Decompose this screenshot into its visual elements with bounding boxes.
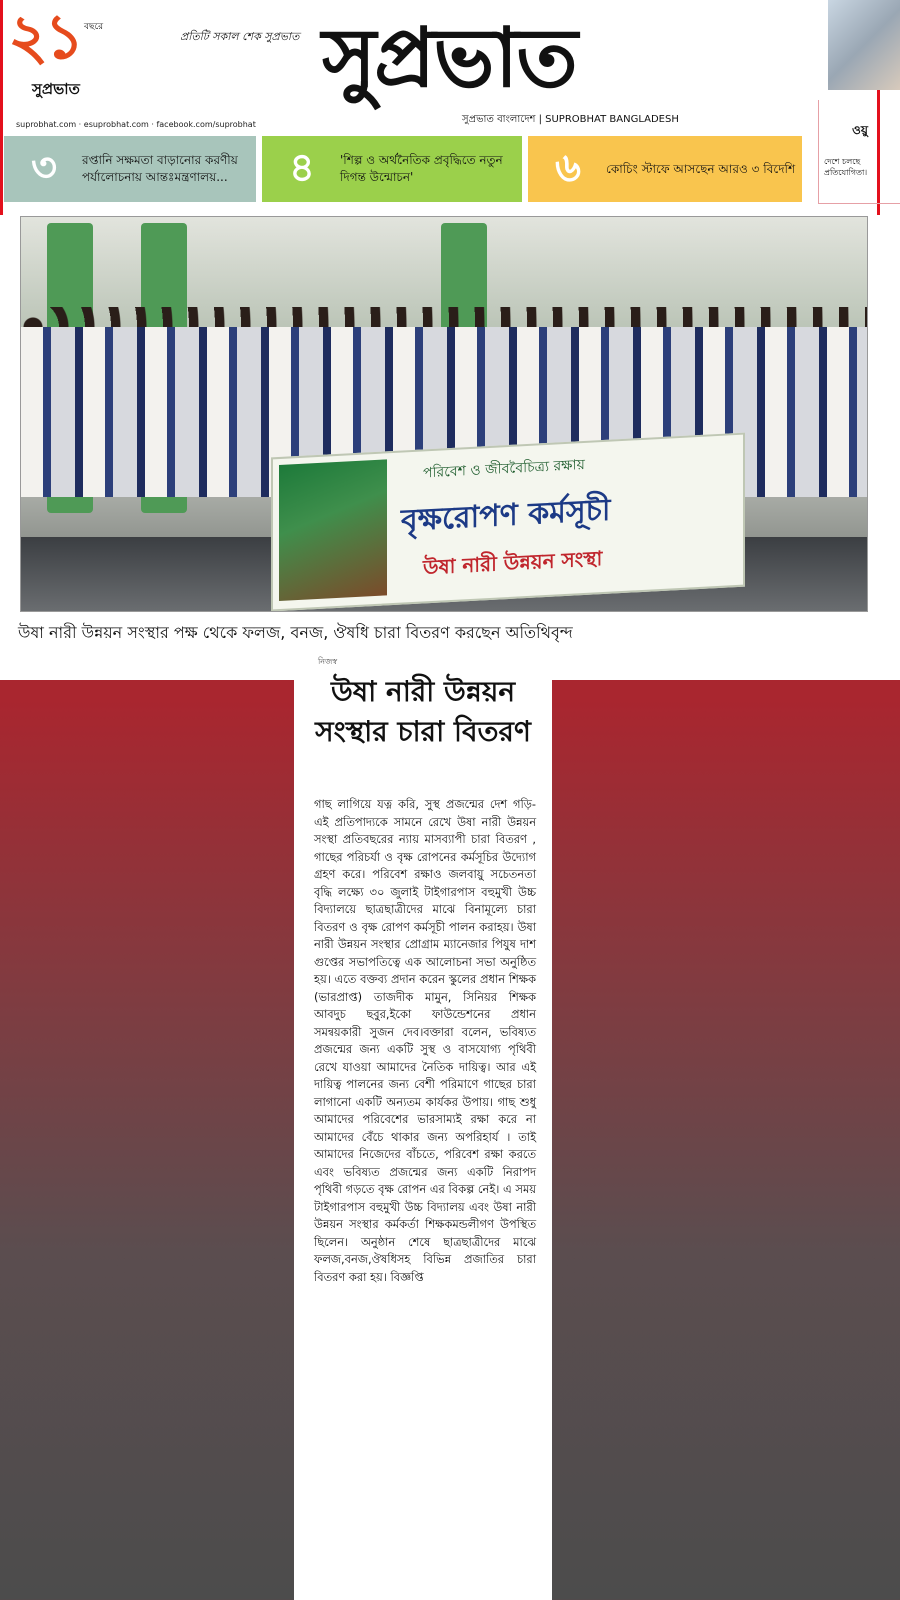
event-photo [20, 216, 868, 612]
banner-line-2: বৃক্ষরোপণ কর্মসূচী [401, 492, 611, 539]
teaser-text: রপ্তানি সক্ষমতা বাড়ানোর করণীয় পর্যালোচনায় আন্তঃমন্ত্রণালয়... [82, 153, 238, 184]
article-clipping [294, 656, 552, 1600]
masthead-title: সুপ্রভাত [322, 10, 576, 106]
photo-caption: উষা নারী উন্নয়ন সংস্থার পক্ষ থেকে ফলজ, বনজ, ঔষধি চারা বিতরণ করছেন অতিথিবৃন্দ [18, 623, 573, 642]
teaser-box [4, 136, 256, 202]
anniversary-badge: বছরে [84, 22, 104, 32]
teaser-text: 'শিল্প ও অর্থনৈতিক প্রবৃদ্ধিতে নতুন দিগন্ত উন্মোচন' [340, 153, 503, 184]
teaser-page-number: ৬ [554, 144, 581, 191]
teaser-page-number: ৩ [30, 144, 57, 191]
article-kicker: নিজস্ব [318, 657, 338, 666]
banner-line-3: উষা নারী উন্নয়ন সংস্থা [423, 546, 603, 580]
article-body: গাছ লাগিয়ে যত্ন করি, সুস্থ প্রজন্মের দেশ গড়ি- এই প্রতিপাদ্যকে সামনে রেখে উষা নারী উন্নয়ন সংস্থা প্রতিবছরের ন্যায় মাসব্যাপী চারা বিতরণ , গাছের পরিচর্যা ও বৃক্ষ রোপনের কর্মসূচির উদ্যোগ গ্রহণ করে। পরিবেশ রক্ষাও জলবায়ু সচেতনতা বৃদ্ধি লক্ষ্যে ৩০ জুলাই টাইগারপাস বহুমুখী উচ্চ বিদ্যালয়ে ছাত্রছাত্রীদের মাঝে বিনামূল্যে চারা বিতরণ ও বৃক্ষ রোপণ কর্মসূচী পালন করাহয়। উষা নারী উন্নয়ন সংস্থার প্রোগ্রাম ম্যানেজার পিযুষ দাশ গুপ্তের সভাপতিত্বে এক আলোচনা সভা অনুষ্ঠিত হয়। এতে বক্তব্য প্রদান করেন স্কুলের প্রধান শিক্ষক (ভারপ্রাপ্ত) তাজদীক মামুন, সিনিয়র শিক্ষক আবদুচ ছবুর,ইকো ফাউন্ডেশনের প্রধান সমন্বয়কারী সুজন দেব।বক্তারা বলেন, ভবিষ্যত প্রজন্মের জন্য একটি সুস্থ ও বাসযোগ্য পৃথিবী রেখে যাওয়া আমাদের নৈতিক দায়িত্ব। আর এই দায়িত্ব পালনের জন্য বেশী পরিমাণে গাছের চারা লাগানো একটি অন্যতম কার্যকর উপায়। গাছ শুধু আমাদের পরিবেশের ভারসাম্যই রক্ষা করে না আমাদের বেঁচে থাকার জন্য অপরিহার্য । তাই আমাদের নিজেদের বাঁচতে, পরিবেশ রক্ষা করতে এবং ভবিষ্যত প্রজন্মের জন্য একটি নিরাপদ পৃথিবী গড়তে বৃক্ষ রোপন এর বিকল্প নেই। এ সময় টাইগারপাস বহুমুখী উচ্চ বিদ্যালয় এবং উষা নারী উন্নয়ন সংস্থার কর্মকর্তা শিক্ষকমন্ডলীগণ উপস্থিত ছিলেন। অনুষ্ঠান শেষে ছাত্রছাত্রীদের মাঝে ফলজ,বনজ,ঔষধিসহ বিভিন্ন প্রজাতির চারা বিতরণ করা হয়। বিজ্ঞপ্তি [314, 797, 536, 1284]
masthead-subtitle: সুপ্রভাত বাংলাদেশ | SUPROBHAT BANGLADESH [462, 114, 679, 125]
side-story-image [828, 0, 900, 90]
side-story-title: ওয়ু [852, 123, 868, 137]
side-story-text: দেশে চলছে প্রতিযোগিতা। [824, 157, 868, 177]
page-border-left [0, 0, 3, 215]
tagline: প্রতিটি সকাল শেক সুপ্রভাত [180, 30, 300, 43]
teaser-page-number: ৪ [289, 144, 315, 191]
banner-line-1: পরিবেশ ও জীববৈচিত্র্য রক্ষায় [423, 456, 585, 482]
anniversary-logo [8, 0, 81, 73]
teaser-box [528, 136, 802, 202]
event-banner [271, 433, 745, 612]
article-headline: উষা নারী উন্নয়ন সংস্থার চারা বিতরণ [315, 675, 531, 748]
teaser-box [262, 136, 522, 202]
banner-plant-image [279, 459, 387, 601]
side-story-box [818, 100, 900, 204]
teaser-text: কোচিং স্টাফে আসছেন আরও ৩ বিদেশি [606, 161, 796, 176]
logo-name: সুপ্রভাত [32, 80, 80, 98]
site-urls: suprobhat.com · esuprobhat.com · facebook.com/suprobhat [16, 120, 256, 129]
anniversary-number: ২১ [8, 0, 81, 73]
